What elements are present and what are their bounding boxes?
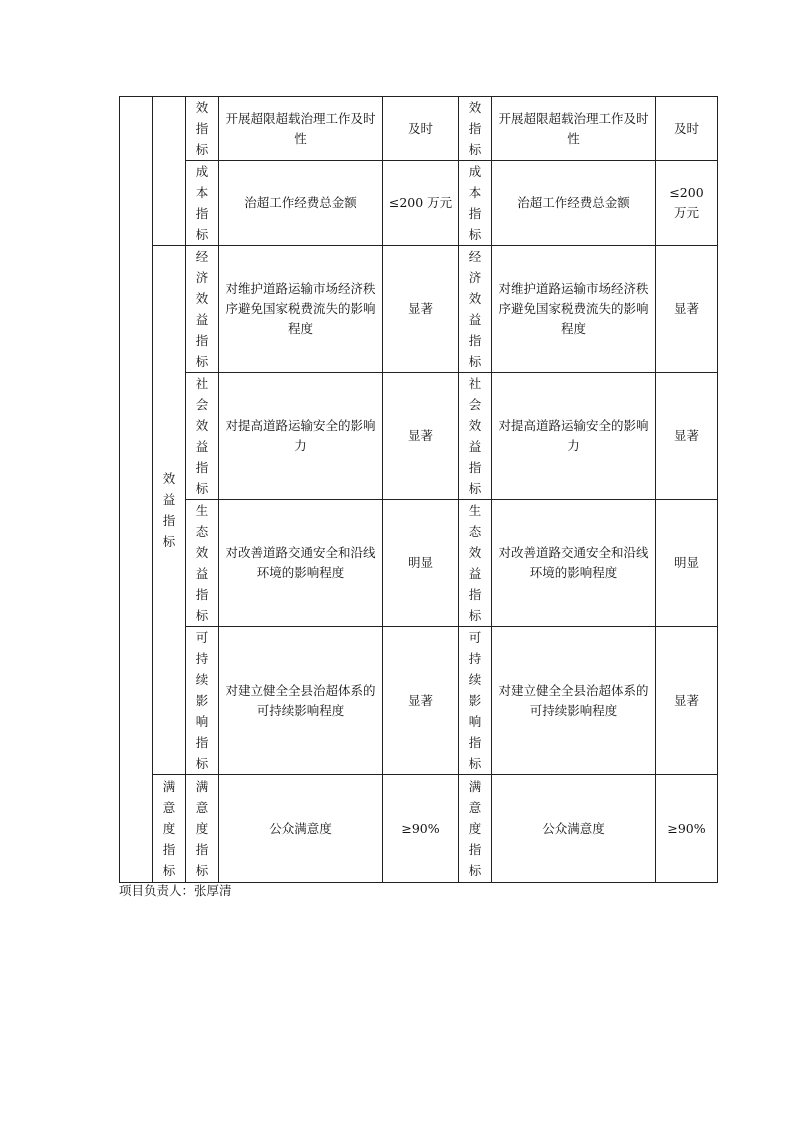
indicator-cell: 对建立健全全县治超体系的可持续影响程度 <box>219 627 383 775</box>
performance-indicator-table <box>119 96 718 883</box>
indicator-cell-actual: 对提高道路运输安全的影响力 <box>492 373 656 500</box>
target-value-cell: 显著 <box>383 627 459 775</box>
table-row <box>120 161 718 246</box>
actual-value-cell: 及时 <box>656 97 718 161</box>
table-row <box>120 246 718 373</box>
sub-category-cell-actual: 满 意 度 指 标 <box>459 775 492 883</box>
table-row <box>120 500 718 627</box>
sub-category-cell-actual: 经 济 效 益 指 标 <box>459 246 492 373</box>
actual-value-cell: ≥90% <box>656 775 718 883</box>
actual-value-cell: 明显 <box>656 500 718 627</box>
table-row <box>120 627 718 775</box>
sub-category-cell: 经 济 效 益 指 标 <box>186 246 219 373</box>
actual-value-cell: 显著 <box>656 373 718 500</box>
project-leader-line <box>119 881 232 899</box>
indicator-cell-actual: 对维护道路运输市场经济秩序避免国家税费流失的影响程度 <box>492 246 656 373</box>
indicator-cell: 公众满意度 <box>219 775 383 883</box>
indicator-cell: 对提高道路运输安全的影响力 <box>219 373 383 500</box>
sub-category-cell: 成 本 指 标 <box>186 161 219 246</box>
indicator-cell-actual: 对建立健全全县治超体系的可持续影响程度 <box>492 627 656 775</box>
actual-value-cell: 显著 <box>656 246 718 373</box>
target-value-cell: 显著 <box>383 246 459 373</box>
indicator-cell-actual: 治超工作经费总金额 <box>492 161 656 246</box>
sub-category-cell-actual: 效 指 标 <box>459 97 492 161</box>
satisfaction-group-cell: 满 意 度 指 标 <box>153 775 186 883</box>
target-value-cell: ≤200 万元 <box>383 161 459 246</box>
indicator-cell: 治超工作经费总金额 <box>219 161 383 246</box>
target-value-cell: 及时 <box>383 97 459 161</box>
table-row <box>120 373 718 500</box>
indicator-cell: 对维护道路运输市场经济秩序避免国家税费流失的影响程度 <box>219 246 383 373</box>
sub-category-cell: 效 指 标 <box>186 97 219 161</box>
sub-category-cell: 满 意 度 指 标 <box>186 775 219 883</box>
project-leader-label: 项目负责人： <box>119 883 195 898</box>
output-group-cell <box>153 97 186 246</box>
sub-category-cell-actual: 可 持 续 影 响 指 标 <box>459 627 492 775</box>
sub-category-cell: 可 持 续 影 响 指 标 <box>186 627 219 775</box>
target-value-cell: 明显 <box>383 500 459 627</box>
benefit-group-cell: 效 益 指 标 <box>153 246 186 775</box>
outer-category-cell <box>120 97 153 883</box>
sub-category-cell-actual: 成 本 指 标 <box>459 161 492 246</box>
sub-category-cell-actual: 生 态 效 益 指 标 <box>459 500 492 627</box>
target-value-cell: ≥90% <box>383 775 459 883</box>
table-row <box>120 97 718 161</box>
indicator-cell: 开展超限超载治理工作及时性 <box>219 97 383 161</box>
actual-value-cell: ≤200 万元 <box>656 161 718 246</box>
indicator-cell-actual: 对改善道路交通安全和沿线环境的影响程度 <box>492 500 656 627</box>
indicator-cell: 对改善道路交通安全和沿线环境的影响程度 <box>219 500 383 627</box>
sub-category-cell-actual: 社 会 效 益 指 标 <box>459 373 492 500</box>
table-row <box>120 775 718 883</box>
sub-category-cell: 生 态 效 益 指 标 <box>186 500 219 627</box>
indicator-cell-actual: 开展超限超载治理工作及时性 <box>492 97 656 161</box>
project-leader-name: 张厚清 <box>194 883 232 898</box>
indicator-cell-actual: 公众满意度 <box>492 775 656 883</box>
sub-category-cell: 社 会 效 益 指 标 <box>186 373 219 500</box>
actual-value-cell: 显著 <box>656 627 718 775</box>
target-value-cell: 显著 <box>383 373 459 500</box>
